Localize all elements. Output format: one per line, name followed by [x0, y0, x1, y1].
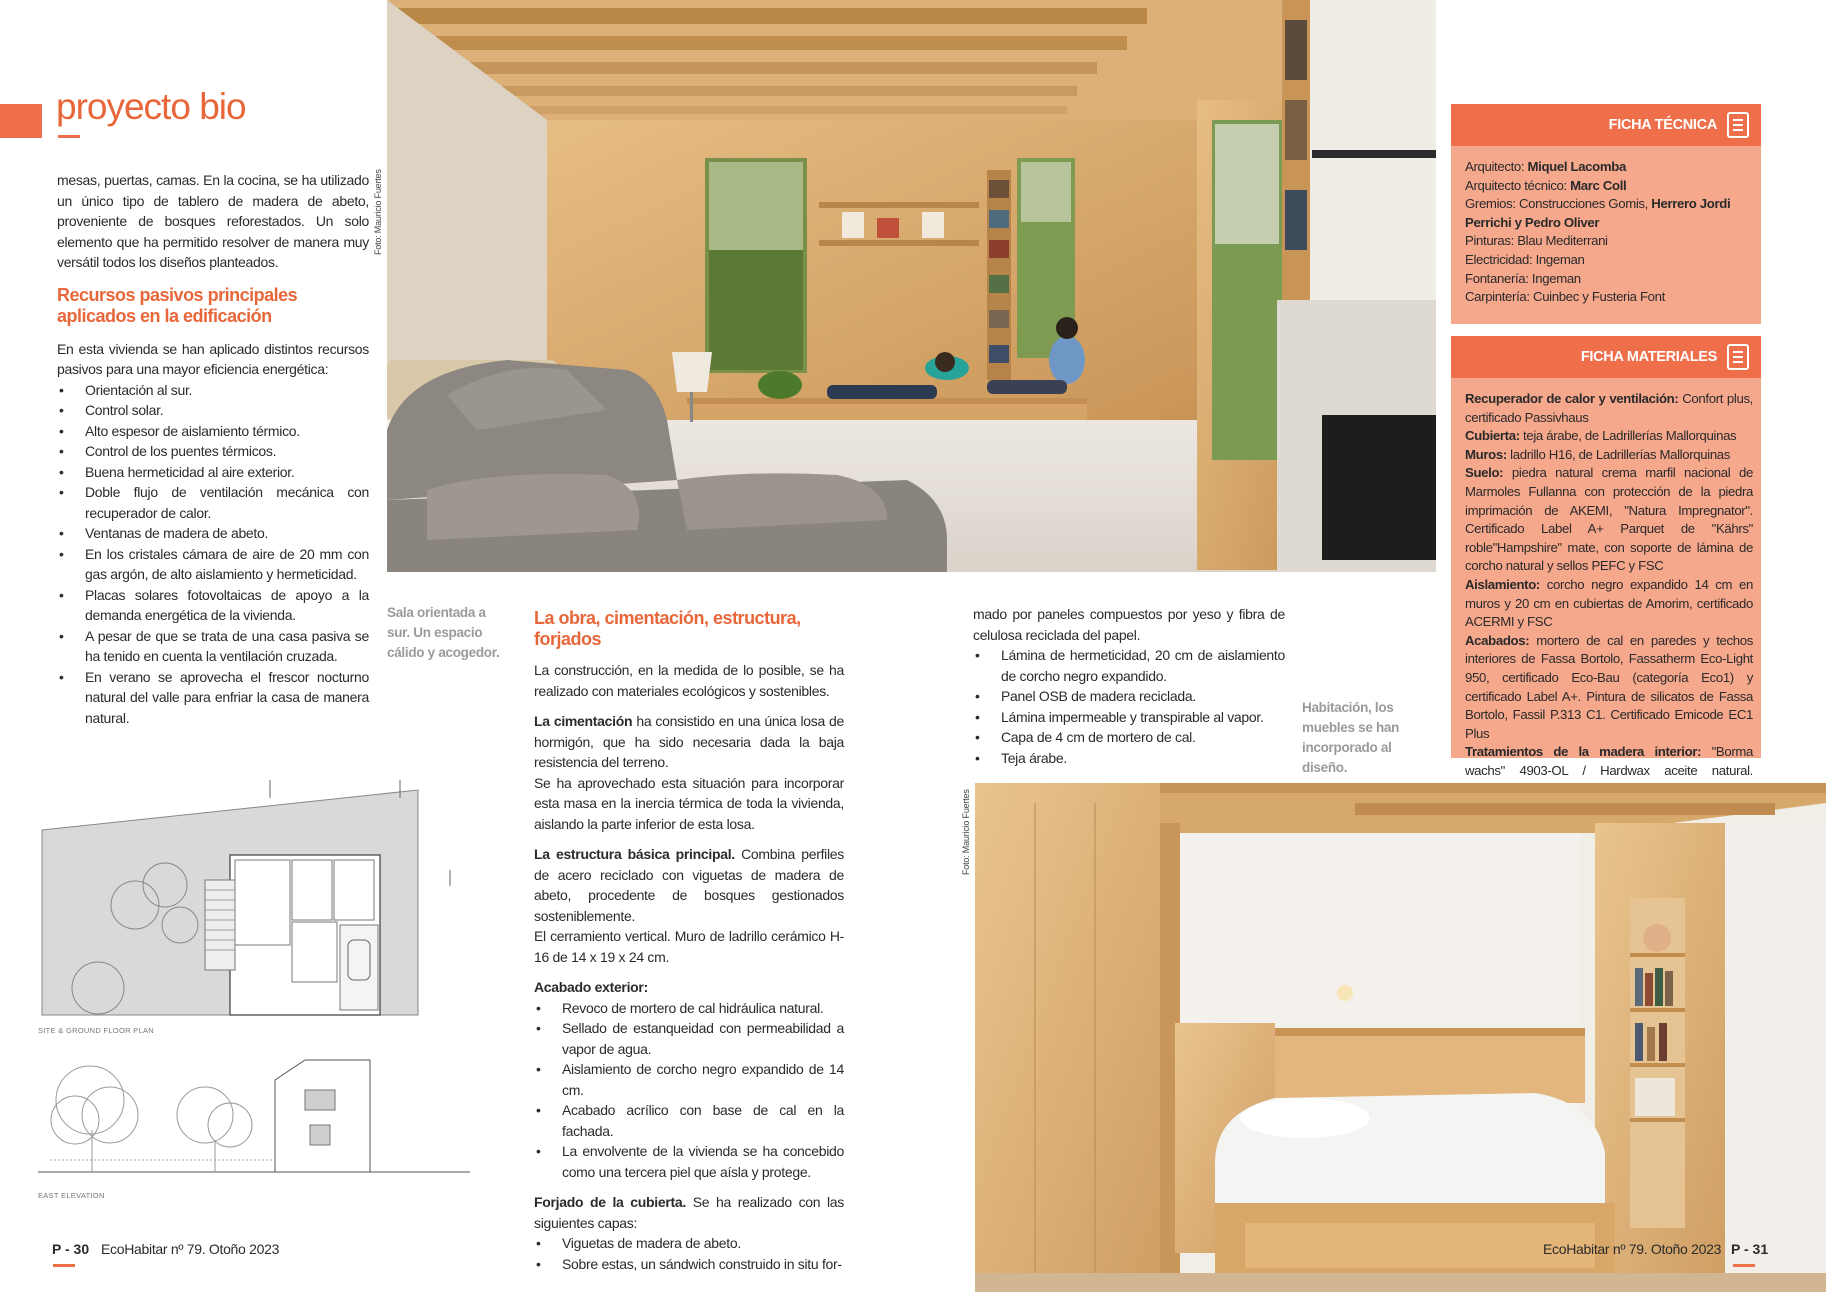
material-item: Cubierta: teja árabe, de Ladrillerías Mallorquinas: [1465, 428, 1737, 444]
caption-bedroom: Habitación, los muebles se han incorporado al diseño.: [1302, 700, 1400, 775]
bedroom-illustration: [975, 783, 1826, 1292]
caption-living: Sala orientada a sur. Un espacio cálido y acogedor.: [387, 605, 500, 660]
list-item: • Capa de 4 cm de mortero de cal.: [973, 727, 1285, 748]
document-icon: [1727, 344, 1749, 370]
page-number-left-underline: [53, 1264, 75, 1267]
document-icon: [1727, 112, 1749, 138]
living-room-photo: [387, 0, 1436, 572]
roof-text: Se ha realizado con las siguientes capas:: [534, 1194, 844, 1231]
list-item: • Buena hermeticidad al aire exterior.: [57, 462, 369, 483]
list-item: • Placas solares fotovoltaicas de apoyo a la demanda energética de la vivienda.: [57, 585, 369, 626]
construction-intro: La construcción, en la medida de lo posible, se ha realizado con materiales ecológicos y sostenibles.: [534, 662, 844, 699]
list-item: • Acabado acrílico con base de cal en la fachada.: [534, 1100, 844, 1141]
intro-paragraph: mesas, puertas, camas. En la cocina, se ha utilizado un único tipo de tablero de madera de abeto, proveniente de bosques reforestados. Un solo elemento que ha permitido resolver de manera muy versátil todos los diseños planteados.: [57, 172, 369, 270]
list-item: • Sellado de estanqueidad con permeabilidad a vapor de agua.: [534, 1018, 844, 1059]
floor-plan-label: SITE & GROUND FLOOR PLAN: [38, 1026, 154, 1035]
elevation-label: EAST ELEVATION: [38, 1191, 105, 1200]
list-item: • Lámina impermeable y transpirable al vapor.: [973, 707, 1285, 728]
architectural-drawings: [30, 760, 480, 1200]
passive-lead: En esta vivienda se han aplicado distintos recursos pasivos para una mayor eficiencia energética:: [57, 340, 369, 377]
ficha-row: Gremios: Construcciones Gomis, Herrero Jordi Perrichi y Pedro Oliver: [1465, 196, 1731, 230]
ficha-materiales-body: [1451, 378, 1761, 778]
list-item: • Teja árabe.: [973, 748, 1285, 769]
site-plan: [30, 760, 480, 1200]
title-underline: [58, 135, 80, 138]
structure-paragraph: [534, 844, 844, 926]
photo-credit-top: Foto: Mauricio Fuertes: [373, 169, 383, 255]
list-item: • Doble flujo de ventilación mecánica con recuperador de calor.: [57, 482, 369, 523]
foundation-text: ha consistido en una única losa de hormigón, que ha sido necesaria dada la baja resistencia del terreno.: [534, 713, 844, 770]
ficha-materiales-title: FICHA MATERIALES: [1580, 349, 1717, 365]
structure-text: Combina perfiles de acero reciclado con viguetas de madera de abeto, procedente de bosques gestionados sosteniblemente.: [534, 846, 844, 924]
ficha-tecnica-body: [1451, 146, 1761, 324]
right-column: [973, 604, 1285, 768]
list-item: • Control solar.: [57, 400, 369, 421]
middle-column: [534, 608, 844, 1274]
page-number-right-underline: [1733, 1264, 1755, 1267]
list-item: • Ventanas de madera de abeto.: [57, 523, 369, 544]
list-item: • En los cristales cámara de aire de 20 mm con gas argón, de alto aislamiento y hermeticidad.: [57, 544, 369, 585]
bedroom-photo: [975, 783, 1826, 1292]
page-number-left: P - 30: [52, 1241, 90, 1257]
list-item: • En verano se aprovecha el frescor nocturno natural del valle para enfriar la casa de manera natural.: [57, 667, 369, 729]
roof-layers-list: [973, 645, 1285, 768]
photo-credit-bottom: Foto: Mauricio Fuertes: [961, 789, 971, 875]
list-item: • Revoco de mortero de cal hidráulica natural.: [534, 998, 844, 1019]
section-title: proyecto bio: [56, 86, 246, 127]
foundation-label: La cimentación: [534, 713, 633, 729]
roof-continued: mado por paneles compuestos por yeso y fibra de celulosa reciclada del papel.: [973, 606, 1285, 643]
list-item: • A pesar de que se trata de una casa pasiva se ha tenido en cuenta la ventilación cruzada.: [57, 626, 369, 667]
left-column: [57, 170, 369, 728]
exterior-list: [534, 998, 844, 1183]
ficha-row: Fontanería: Ingeman: [1465, 270, 1581, 286]
ficha-row: Carpintería: Cuinbec y Fusteria Font: [1465, 289, 1665, 305]
list-item: • Viguetas de madera de abeto.: [534, 1233, 844, 1254]
construction-heading: La obra, cimentación, estructura, forjados: [534, 608, 801, 649]
list-item: • Aislamiento de corcho negro expandido de 14 cm.: [534, 1059, 844, 1100]
list-item: • Panel OSB de madera reciclada.: [973, 686, 1285, 707]
roof-list: [534, 1233, 844, 1274]
passive-heading: Recursos pasivos principales aplicados en la edificación: [57, 284, 298, 326]
material-item: Suelo: piedra natural crema marfil nacional de Marmoles Fullanna con protección de la piedra imprimación de AKEMI, "Natura Impregnator". Certificado Label A+ Parquet de "Kährs" roble"Hampshire" mate, con soporte de lámina de corcho natural y sellos PEFC y FSC: [1465, 465, 1753, 574]
ficha-row: Pinturas: Blau Mediterrani: [1465, 233, 1608, 249]
exterior-heading-text: Acabado exterior:: [534, 979, 648, 995]
list-item: • La envolvente de la vivienda se ha concebido como una tercera piel que aísla y protege.: [534, 1141, 844, 1182]
passive-list: [57, 380, 369, 729]
material-item: Aislamiento: corcho negro expandido 14 cm en muros y 20 cm en cubiertas de Amorim, certificado ACERMI y FSC: [1465, 576, 1753, 630]
structure-label: La estructura básica principal.: [534, 846, 735, 862]
list-item: • Control de los puentes térmicos.: [57, 441, 369, 462]
ficha-row: Electricidad: Ingeman: [1465, 251, 1585, 267]
page-number-right: P - 31: [1731, 1241, 1769, 1257]
publication-right: EcoHabitar nº 79. Otoño 2023: [1543, 1241, 1722, 1257]
ficha-row: Arquitecto: Miquel Lacomba: [1465, 159, 1626, 174]
list-item: • Orientación al sur.: [57, 380, 369, 401]
wall-paragraph: El cerramiento vertical. Muro de ladrillo cerámico H-16 de 14 x 19 x 24 cm.: [534, 928, 844, 965]
section-tab: [0, 104, 42, 138]
ficha-row: Arquitecto técnico: Marc Coll: [1465, 177, 1627, 193]
publication-left: EcoHabitar nº 79. Otoño 2023: [101, 1241, 280, 1257]
exterior-heading: [534, 977, 844, 998]
inertia-paragraph: Se ha aprovechado esta situación para incorporar esta masa en la inercia térmica de toda la vivienda, aislando la parte inferior de esta losa.: [534, 774, 844, 832]
material-item: Acabados: mortero de cal en paredes y techos interiores de Fassa Bortolo, Fassatherm Eco-Light 950, certificado Eco-Bau (categoría Eco1) y certificado Label A+. Pintura de silicatos de Fassa Bortolo, Fassil P.313 C1. Certificado Emicode EC1 Plus: [1465, 632, 1753, 741]
living-room-illustration: [387, 0, 1436, 572]
roof-label: Forjado de la cubierta.: [534, 1194, 686, 1210]
ficha-tecnica-title: FICHA TÉCNICA: [1608, 117, 1717, 133]
ficha-tecnica-header: [1451, 104, 1761, 146]
foundation-paragraph: [534, 711, 844, 773]
material-item: Muros: ladrillo H16, de Ladrillerías Mallorquinas: [1465, 446, 1731, 462]
list-item: • Alto espesor de aislamiento térmico.: [57, 421, 369, 442]
material-item: Recuperador de calor y ventilación: Confort plus, certificado Passivhaus: [1465, 391, 1753, 425]
roof-paragraph: [534, 1192, 844, 1233]
list-item: • Sobre estas, un sándwich construido in situ for-: [534, 1254, 844, 1275]
ficha-materiales-header: [1451, 336, 1761, 378]
list-item: • Lámina de hermeticidad, 20 cm de aislamiento de corcho negro expandido.: [973, 645, 1285, 686]
material-item: Tratamientos de la madera interior: "Borma wachs" 4903-OL / Hardwax aceite natural.: [1465, 744, 1753, 778]
